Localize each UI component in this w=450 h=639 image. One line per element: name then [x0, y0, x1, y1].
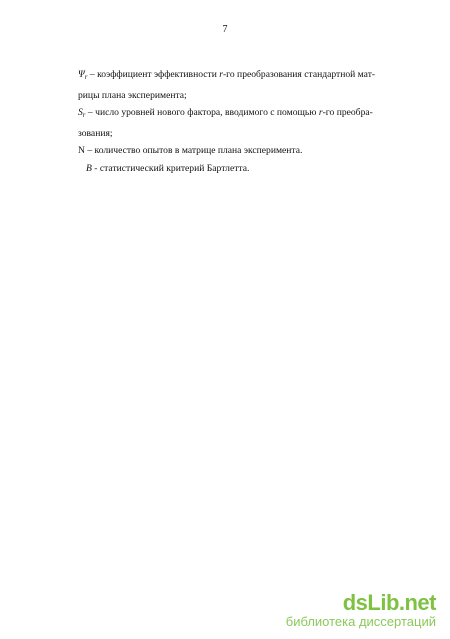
definition-s [78, 104, 408, 142]
definition-text: – число уровней нового фактора, вводимого с помощью [85, 107, 319, 118]
italic-r: r [318, 107, 323, 118]
definition-continuation: рицы плана эксперимента; [78, 89, 187, 101]
page-number: 7 [222, 24, 228, 35]
definition-b [78, 160, 408, 178]
symbol-psi: Ψ [78, 69, 85, 80]
definition-n [78, 142, 408, 160]
watermark-tagline: библиотека диссертаций [285, 614, 436, 629]
definitions-list [78, 66, 408, 177]
watermark [286, 592, 436, 629]
definition-text: – коэффициент эффективности [87, 69, 220, 80]
symbol-s: S [78, 107, 83, 118]
subscript-r: r [84, 73, 88, 81]
italic-r: r [219, 69, 223, 80]
watermark-logo: dsLib.net [342, 590, 436, 615]
definition-continuation: зования; [78, 127, 113, 139]
symbol-b: B [86, 162, 92, 174]
definition-text: - статистический критерий Бартлетта. [91, 162, 250, 174]
definition-text: -го преобра- [322, 107, 373, 118]
definition-text: N – количество опытов в матрице плана эксперимента. [78, 145, 303, 156]
subscript-r: r [82, 111, 86, 119]
definition-psi [78, 66, 408, 104]
definition-text: -го преобразования стандартной мат- [222, 69, 376, 80]
